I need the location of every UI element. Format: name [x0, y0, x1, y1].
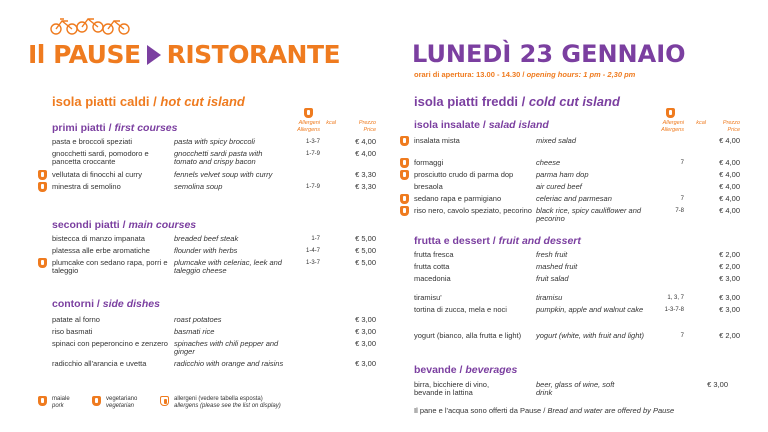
legend-allergens — [174, 396, 281, 409]
item-it: yogurt (bianco, alla frutta e light) — [414, 331, 522, 340]
item-it: birra, bicchiere di vino, bevande in lattina — [414, 380, 490, 397]
item-en: basmati rice — [174, 327, 215, 336]
pork-it: maiale — [52, 396, 70, 402]
menu-row — [414, 306, 740, 324]
kcal-header: kcal — [326, 120, 336, 126]
allergens-en: allergens (please see the list on display) — [174, 402, 281, 409]
item-en: celeriac and parmesan — [536, 194, 612, 203]
menu-row — [414, 183, 740, 192]
insalate-it: isola insalate / — [414, 119, 486, 131]
item-en: pasta with spicy broccoli — [174, 137, 255, 146]
menu-row — [52, 150, 377, 168]
item-price: € 2,00 — [719, 250, 740, 259]
item-allergens: 7 — [680, 333, 684, 339]
item-allergens: 7 — [680, 160, 684, 166]
item-price: € 4,00 — [355, 137, 376, 146]
item-it: frutta fresca — [414, 250, 454, 259]
item-allergens: 1-7-9 — [305, 151, 320, 157]
item-en: beer, glass of wine, soft drink — [536, 380, 615, 397]
pork-en: pork — [52, 402, 64, 409]
price-header: Prezzo Price — [722, 120, 740, 133]
vegetarian-icon — [400, 136, 409, 146]
brand-left: Il PAUSE — [28, 40, 141, 69]
cold-island-en: cold cut island — [528, 94, 620, 109]
menu-row — [414, 159, 740, 168]
item-en: breaded beef steak — [174, 234, 239, 243]
note-it: Il pane e l'acqua sono offerti da Pause / — [414, 406, 546, 415]
allergen-icon — [160, 396, 169, 406]
menu-row — [52, 247, 377, 256]
primi-title — [52, 122, 177, 134]
item-it: radicchio all'arancia e uvetta — [52, 359, 147, 368]
allergens-header: Allergeni Allergens — [661, 120, 684, 133]
item-price: € 3,00 — [355, 339, 376, 348]
price-header: Prezzo Price — [358, 120, 376, 133]
contorni-it: contorni / — [52, 298, 100, 310]
pork-icon — [38, 396, 47, 406]
item-price: € 5,00 — [355, 246, 376, 255]
item-it: tiramisu' — [414, 293, 442, 302]
allergen-icon — [666, 108, 675, 118]
cold-island-title — [414, 94, 620, 109]
item-en: tiramisu — [536, 293, 563, 302]
item-price: € 3,00 — [707, 380, 728, 389]
item-price: € 3,00 — [355, 359, 376, 368]
menu-row — [414, 294, 740, 303]
item-it: frutta cotta — [414, 262, 450, 271]
hot-island-en: hot cut island — [160, 94, 245, 109]
item-price: € 2,00 — [719, 262, 740, 271]
item-it: bresaola — [414, 182, 443, 191]
item-allergens: 1-3-7 — [305, 260, 320, 266]
bevande-en: beverages — [465, 364, 518, 376]
item-price: € 4,00 — [719, 170, 740, 179]
item-en: mashed fruit — [536, 262, 578, 271]
item-en: plumcake with celeriac, leek and taleggio cheese — [174, 258, 282, 275]
menu-row — [414, 137, 740, 146]
menu-row — [52, 138, 377, 147]
item-it: pasta e broccoli speziati — [52, 137, 133, 146]
bevande-it: bevande / — [414, 364, 463, 376]
vegetarian-icon — [92, 396, 101, 406]
hot-island-it: isola piatti caldi / — [52, 94, 157, 109]
menu-row — [414, 195, 740, 204]
menu-row — [52, 183, 377, 192]
item-en: yogurt (white, with fruit and light) — [536, 331, 644, 340]
note-en: Bread and water are offered by Pause — [547, 406, 675, 415]
brand-title — [28, 40, 340, 69]
item-en: black rice, spicy cauliflower and pecorino — [536, 206, 642, 223]
item-it: patate al forno — [52, 315, 100, 324]
item-price: € 4,00 — [719, 136, 740, 145]
menu-row — [414, 275, 740, 284]
vegetarian-icon — [38, 258, 47, 268]
item-it: formaggi — [414, 158, 444, 167]
menu-row — [52, 328, 377, 337]
item-it: gnocchetti sardi, pomodoro e pancetta croccante — [52, 149, 149, 166]
menu-row — [414, 332, 740, 350]
item-allergens: 1-3-7 — [305, 139, 320, 145]
item-it: platessa alle erbe aromatiche — [52, 246, 150, 255]
primi-it: primi piatti / — [52, 122, 112, 134]
item-en: flounder with herbs — [174, 246, 238, 255]
play-triangle-icon — [147, 45, 161, 65]
item-en: gnocchetti sardi pasta with tomato and crispy bacon — [174, 149, 263, 166]
item-it: prosciutto crudo di parma dop — [414, 170, 514, 179]
pork-icon — [400, 170, 409, 180]
item-en: fresh fruit — [536, 250, 568, 259]
bicycle-logo-icon — [48, 14, 133, 36]
item-it: riso nero, cavolo speziato, pecorino — [414, 206, 532, 215]
item-en: spinaches with chili pepper and ginger — [174, 339, 279, 356]
cold-island-it: isola piatti freddi / — [414, 94, 526, 109]
item-allergens: 1, 3, 7 — [667, 295, 684, 301]
item-it: minestra di semolino — [52, 182, 121, 191]
item-allergens: 7-8 — [675, 208, 684, 214]
item-price: € 3,00 — [719, 293, 740, 302]
menu-row — [52, 259, 377, 277]
menu-row — [414, 381, 740, 399]
item-price: € 3,30 — [355, 182, 376, 191]
menu-row — [52, 340, 377, 358]
contorni-title — [52, 298, 160, 310]
item-price: € 4,00 — [355, 149, 376, 158]
veg-it: vegetariano — [106, 396, 138, 402]
secondi-it: secondi piatti / — [52, 219, 126, 231]
item-en: radicchio with orange and raisins — [174, 359, 284, 368]
item-en: cheese — [536, 158, 561, 167]
menu-row — [414, 263, 740, 272]
item-it: bistecca di manzo impanata — [52, 234, 145, 243]
kcal-header: kcal — [696, 120, 706, 126]
allergen-icon — [304, 108, 313, 118]
hours-it: orari di apertura: 13.00 - 14.30 / — [414, 70, 525, 79]
item-price: € 3,00 — [355, 327, 376, 336]
menu-row — [414, 207, 740, 225]
item-en: fennels velvet soup with curry — [174, 170, 273, 179]
brand-right: RISTORANTE — [166, 40, 341, 69]
menu-row — [414, 171, 740, 180]
hours-en: opening hours: 1 pm - 2,30 pm — [526, 70, 636, 79]
bevande-title — [414, 364, 517, 376]
item-price: € 4,00 — [719, 206, 740, 215]
item-en: parma ham dop — [536, 170, 589, 179]
item-price: € 4,00 — [719, 194, 740, 203]
vegetarian-icon — [400, 158, 409, 168]
item-it: sedano rapa e parmigiano — [414, 194, 502, 203]
item-en: air cured beef — [536, 182, 582, 191]
menu-row — [52, 360, 377, 378]
allergens-it: allergeni (vedere tabella esposta) — [174, 396, 263, 402]
item-price: € 4,00 — [719, 158, 740, 167]
hot-island-title — [52, 94, 245, 109]
item-en: fruit salad — [536, 274, 569, 283]
frutta-it: frutta e dessert / — [414, 235, 496, 247]
bread-water-note — [414, 406, 674, 415]
item-en: pumpkin, apple and walnut cake — [536, 305, 644, 314]
item-price: € 5,00 — [355, 258, 376, 267]
contorni-en: side dishes — [102, 298, 160, 310]
primi-en: first courses — [114, 122, 178, 134]
vegetarian-icon — [38, 182, 47, 192]
item-it: spinaci con peperoncino e zenzero — [52, 339, 168, 348]
item-price: € 3,30 — [355, 170, 376, 179]
item-allergens: 1-7-9 — [305, 184, 320, 190]
item-price: € 3,00 — [719, 274, 740, 283]
item-it: plumcake con sedano rapa, porri e taleggio — [52, 258, 168, 275]
allergens-header: Allergeni Allergens — [297, 120, 320, 133]
item-allergens: 1-4-7 — [305, 248, 320, 254]
frutta-title — [414, 235, 581, 247]
frutta-en: fruit and dessert — [498, 235, 581, 247]
item-allergens: 1-7 — [311, 236, 320, 242]
menu-row — [52, 235, 377, 244]
item-allergens: 1-3-7-8 — [664, 307, 684, 313]
item-it: insalata mista — [414, 136, 460, 145]
item-price: € 3,00 — [719, 305, 740, 314]
item-price: € 5,00 — [355, 234, 376, 243]
legend-vegetarian — [106, 396, 137, 409]
menu-row — [414, 251, 740, 260]
item-price: € 2,00 — [719, 331, 740, 340]
item-en: semolina soup — [174, 182, 223, 191]
item-allergens: 7 — [680, 196, 684, 202]
item-it: tortina di zucca, mela e noci — [414, 305, 507, 314]
item-it: vellutata di finocchi al curry — [52, 170, 143, 179]
item-en: mixed salad — [536, 136, 577, 145]
insalate-title — [414, 119, 549, 131]
vegetarian-icon — [400, 206, 409, 216]
vegetarian-icon — [38, 170, 47, 180]
secondi-en: main courses — [128, 219, 197, 231]
veg-en: vegetarian — [106, 402, 135, 409]
vegetarian-icon — [400, 194, 409, 204]
item-it: macedonia — [414, 274, 451, 283]
menu-date: LUNEDÌ 23 GENNAIO — [412, 40, 686, 68]
opening-hours — [414, 70, 635, 79]
legend-pork — [52, 396, 70, 409]
item-price: € 3,00 — [355, 315, 376, 324]
menu-row — [52, 316, 377, 325]
item-it: riso basmati — [52, 327, 93, 336]
secondi-title — [52, 219, 196, 231]
item-price: € 4,00 — [719, 182, 740, 191]
item-en: roast potatoes — [174, 315, 222, 324]
insalate-en: salad island — [488, 119, 549, 131]
menu-row — [52, 171, 377, 180]
